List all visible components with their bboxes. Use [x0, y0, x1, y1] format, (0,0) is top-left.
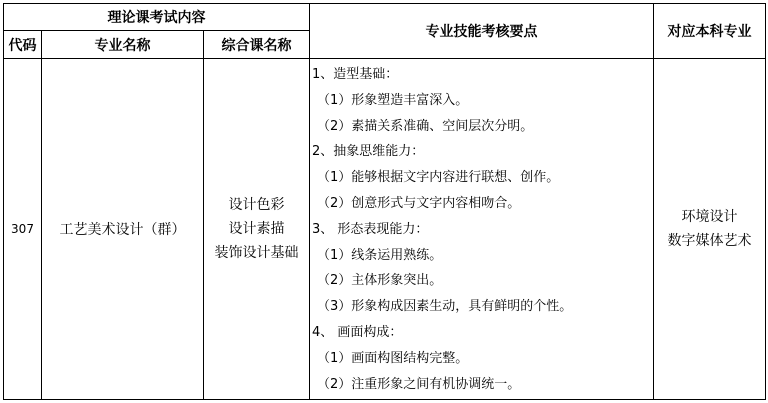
- skill-sub-item: （1）线条运用熟练。: [317, 247, 443, 263]
- skill-sub-item: （1）画面构图结构完整。: [317, 350, 469, 366]
- skills-header: 专业技能考核要点: [310, 4, 654, 59]
- course-name: 装饰设计基础: [214, 245, 299, 261]
- skill-sub-item: （3）形象构成因素生动，具有鲜明的个性。: [317, 299, 573, 315]
- skill-sub-item: （2）素描关系准确、空间层次分明。: [317, 118, 534, 134]
- course-name-header: 综合课名称: [204, 31, 310, 59]
- major-name-header: 专业名称: [42, 31, 204, 59]
- skill-sub-item: （2）注重形象之间有机协调统一。: [317, 376, 521, 392]
- skill-sub-item: （1）形象塑造丰富深入。: [317, 92, 469, 108]
- course-name: 设计色彩: [228, 197, 285, 213]
- target-major: 环境设计: [681, 209, 738, 225]
- table-row: [4, 59, 766, 400]
- skill-sub-item: （2）主体形象突出。: [317, 273, 443, 289]
- target-major-header: 对应本科专业: [654, 4, 766, 59]
- exam-content-table: [3, 3, 766, 400]
- course-name: 设计素描: [228, 221, 285, 237]
- skill-sub-item: （2）创意形式与文字内容相吻合。: [317, 195, 521, 211]
- major-code-cell: 307: [4, 59, 42, 400]
- skill-category: 3、 形态表现能力：: [312, 221, 429, 237]
- skills-cell: [310, 59, 654, 400]
- course-names-cell: [204, 59, 310, 400]
- major-name-cell: 工艺美术设计（群）: [42, 59, 204, 400]
- skill-category: 4、 画面构成：: [312, 324, 403, 340]
- skill-category: 1、造型基础：: [312, 67, 399, 82]
- theory-exam-header: 理论课考试内容: [4, 4, 310, 31]
- code-header: 代码: [4, 31, 42, 59]
- target-major: 数字媒体艺术: [667, 233, 752, 249]
- target-majors-cell: [654, 59, 766, 400]
- skill-category: 2、抽象思维能力：: [312, 144, 425, 160]
- skill-sub-item: （1）能够根据文字内容进行联想、创作。: [317, 170, 560, 186]
